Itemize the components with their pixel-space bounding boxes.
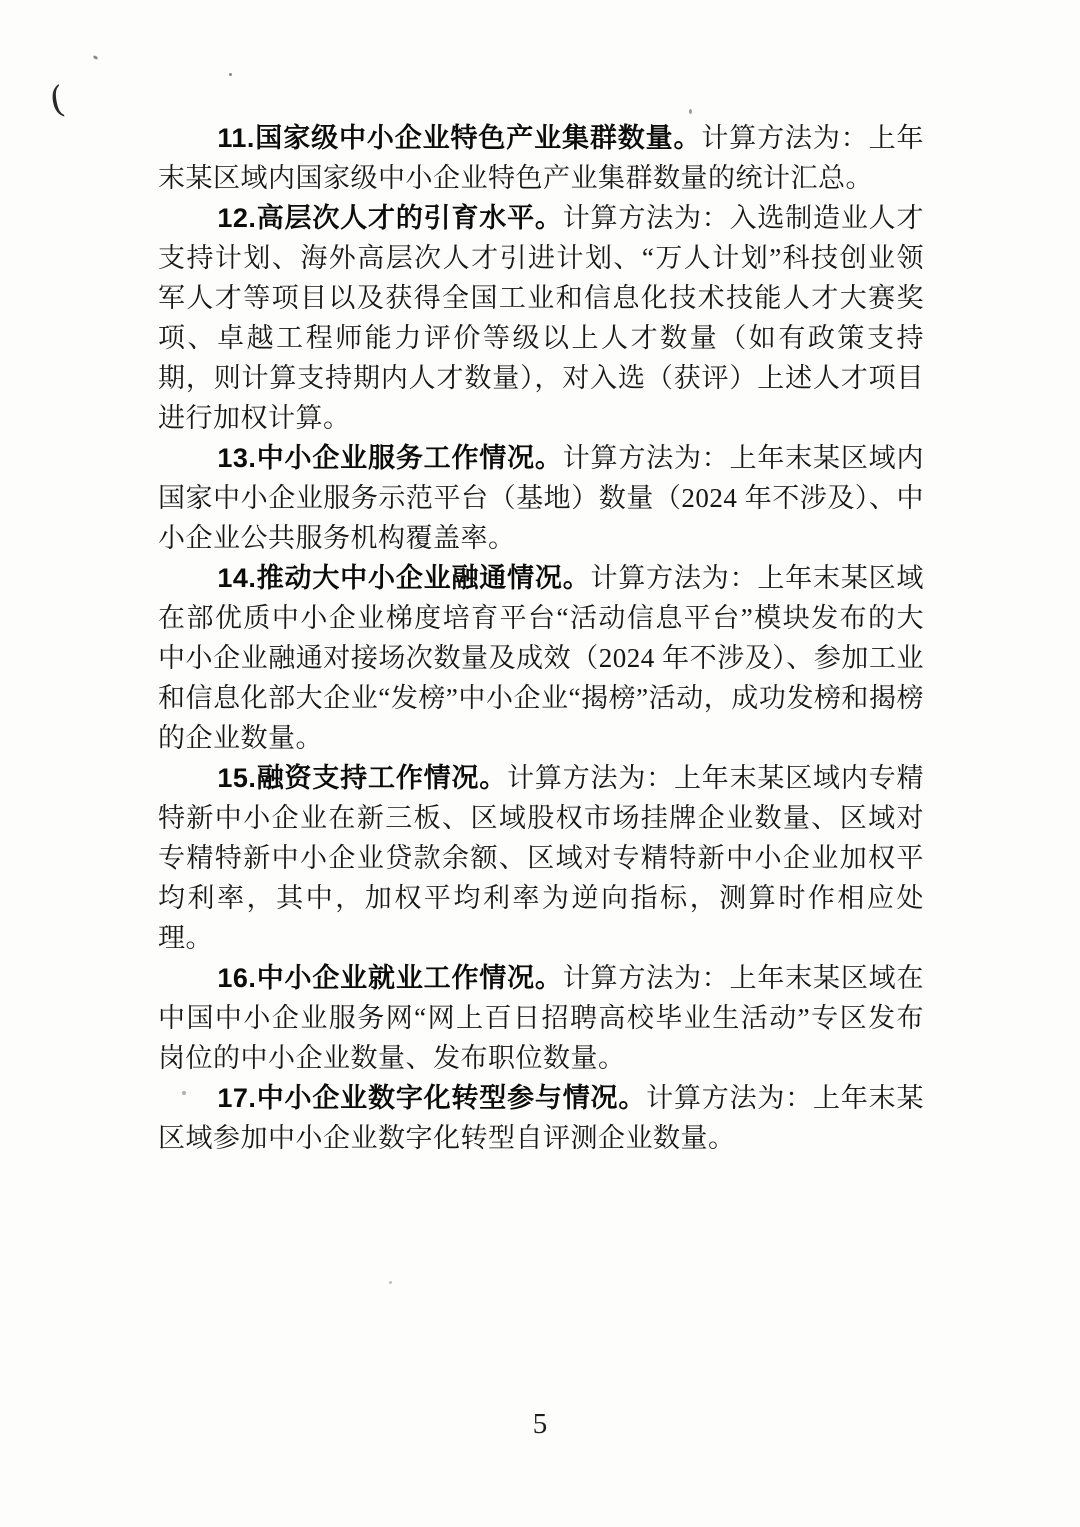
- indicator-item-13: [158, 438, 924, 558]
- indicator-item-17: [158, 1078, 924, 1158]
- item-16-body: 计算方法为：上年末某区域在中国中小企业服务网“网上百日招聘高校毕业生活动”专区发布岗位的中小企业数量、发布职位数量。: [158, 963, 924, 1073]
- item-12-body: 计算方法为：入选制造业人才支持计划、海外高层次人才引进计划、“万人计划”科技创业领军人才等项目以及获得全国工业和信息化技术技能人才大赛奖项、卓越工程师能力评价等级以上人才数量（如有政策支持期，则计算支持期内人才数量），对入选（获评）上述人才项目进行加权计算。: [158, 203, 924, 433]
- indicator-item-14: [158, 558, 924, 758]
- item-13-body: 计算方法为：上年末某区域内国家中小企业服务示范平台（基地）数量（2024 年不涉及）、中小企业公共服务机构覆盖率。: [158, 443, 924, 553]
- item-15-body: 计算方法为：上年末某区域内专精特新中小企业在新三板、区域股权市场挂牌企业数量、区域对专精特新中小企业贷款余额、区域对专精特新中小企业加权平均利率，其中，加权平均利率为逆向指标，测算时作相应处理。: [158, 763, 924, 953]
- item-11-heading: 11.国家级中小企业特色产业集群数量。: [217, 123, 702, 153]
- item-14-heading: 14.推动大中小企业融通情况。: [217, 563, 591, 593]
- item-11-body: 计算方法为：上年末某区域内国家级中小企业特色产业集群数量的统计汇总。: [158, 123, 925, 193]
- indicator-item-11: [158, 118, 924, 198]
- item-15-heading: 15.融资支持工作情况。: [217, 763, 508, 793]
- stray-pen-mark: (: [46, 79, 68, 122]
- item-17-heading: 17.中小企业数字化转型参与情况。: [217, 1083, 647, 1113]
- indicator-item-16: [158, 958, 924, 1078]
- page-number: 5: [532, 1408, 548, 1440]
- item-17-body: 计算方法为：上年末某区域参加中小企业数字化转型自评测企业数量。: [158, 1083, 924, 1153]
- item-16-heading: 16.中小企业就业工作情况。: [217, 963, 563, 993]
- scan-speck: [389, 1281, 392, 1284]
- indicator-item-15: [158, 758, 924, 958]
- scan-speck: [93, 55, 99, 60]
- item-13-heading: 13.中小企业服务工作情况。: [217, 443, 563, 473]
- item-12-heading: 12.高层次人才的引育水平。: [217, 203, 563, 233]
- scan-speck: [689, 109, 692, 114]
- document-body-text: [158, 118, 924, 1158]
- item-14-body: 计算方法为：上年末某区域在部优质中小企业梯度培育平台“活动信息平台”模块发布的大中小企业融通对接场次数量及成效（2024 年不涉及）、参加工业和信息化部大企业“发榜”中小企业“揭榜”活动，成功发榜和揭榜的企业数量。: [158, 563, 924, 753]
- scan-speck: [229, 73, 232, 76]
- indicator-item-12: [158, 198, 924, 438]
